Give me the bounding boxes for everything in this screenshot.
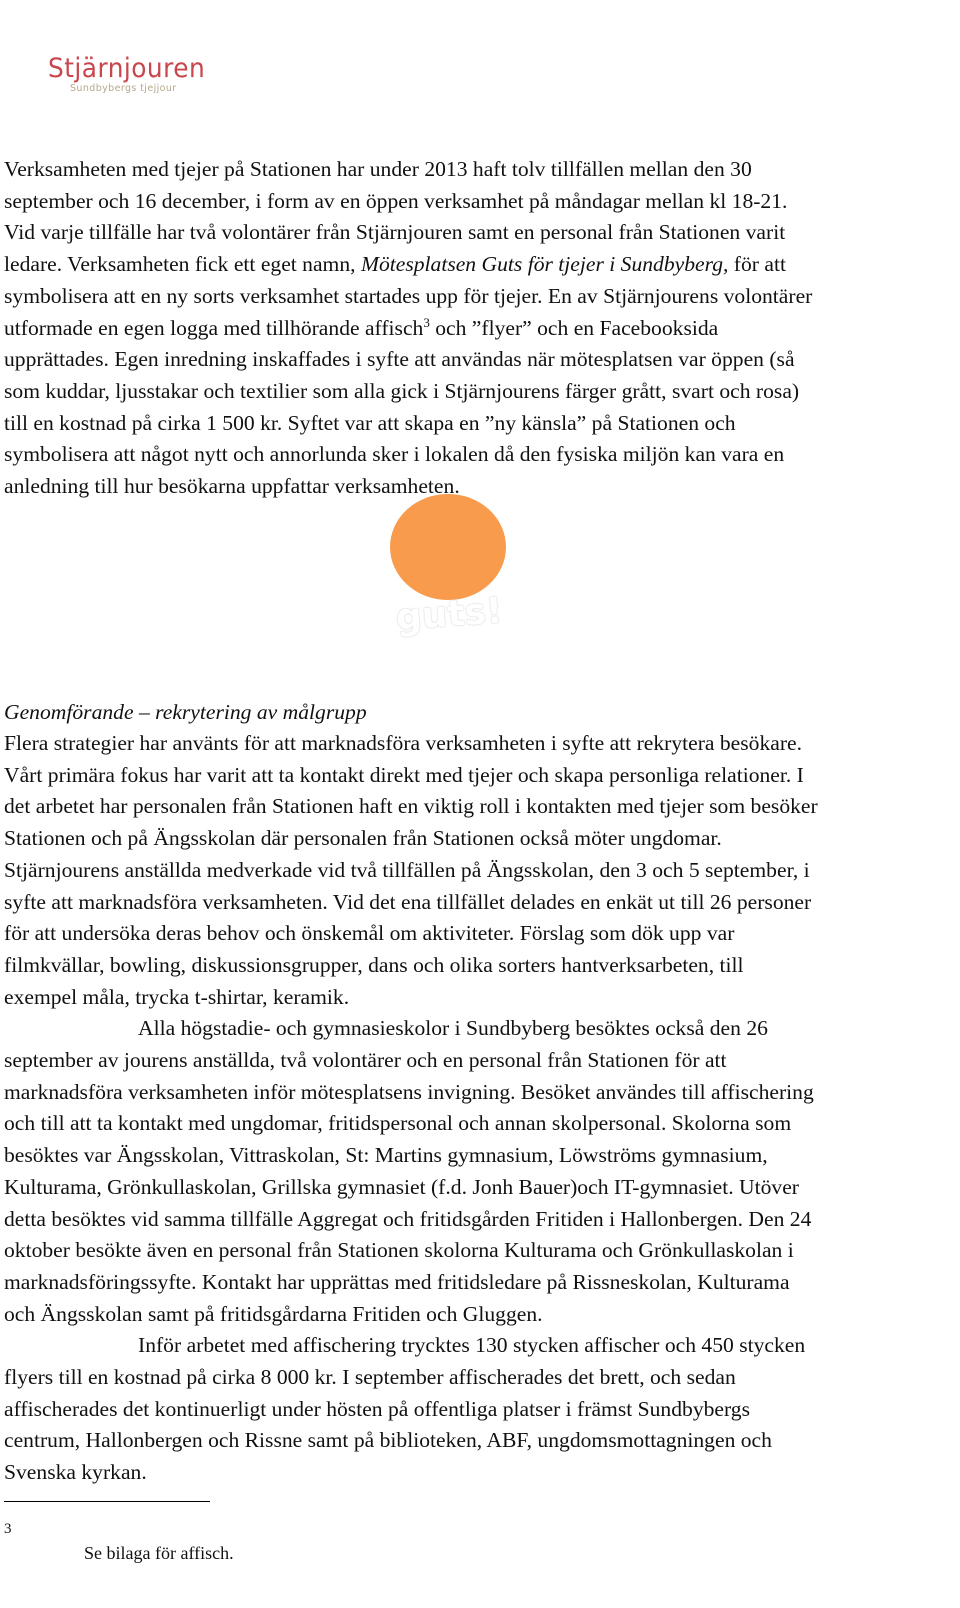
intro-paragraph [4,154,954,503]
body-line: Stjärnjourens anställda medverkade vid två tillfällen på Ängsskolan, den 3 och 5 september, i [4,857,810,882]
footnote-number: 3 [4,1521,12,1537]
body-line: för att undersöka deras behov och önskemål om aktiviteter. Förslag som dök upp var [4,921,735,946]
body-line: exempel måla, trycka t-shirtar, keramik. [4,984,350,1009]
body-line: Vårt primära fokus har varit att ta kontakt direkt med tjejer och skapa personliga relationer. I [4,762,804,787]
footnote-reference[interactable]: 3 [423,314,430,330]
intro-line: Verksamheten med tjejer på Stationen har under 2013 haft tolv tillfällen mellan den 30 [4,157,752,181]
intro-line: till en kostnad på cirka 1 500 kr. Syftet var att skapa en ”ny känsla” på Stationen och [4,410,736,435]
intro-line: symbolisera att något nytt och annorlunda sker i lokalen då den fysiska miljön kan vara en [4,442,785,467]
stjarnjouren-logo [48,54,248,100]
intro-text: ledare. Verksamheten fick ett eget namn, [4,252,361,277]
footnote-divider [4,1501,210,1502]
intro-line: upprättades. Egen inredning inskaffades i syfte att användas när mötesplatsen var öppen (så [4,347,795,372]
recruitment-body [4,728,954,1489]
guts-wordmark: guts! [394,590,504,639]
orange-circle [390,494,506,600]
body-line: och Ängsskolan samt på fritidsgårdarna Fritiden och Gluggen. [4,1301,543,1326]
intro-line: september och 16 december, i form av en öppen verksamhet på måndagar mellan kl 18-21. [4,188,788,213]
intro-text: utformade en egen logga med tillhörande affisch [4,315,424,340]
intro-text: för att [728,252,786,277]
body-line: och till att ta kontakt med ungdomar, fritidspersonal och annan skolpersonal. Skolorna som [4,1111,792,1136]
body-line: september av jourens anställda, två volontärer och en personal från Stationen för att [4,1048,727,1073]
intro-line: som kuddar, ljusstakar och textilier som alla gick i Stjärnjourens färger grått, svart och rosa) [4,378,800,403]
body-line: detta besöktes vid samma tillfälle Aggregat och fritidsgården Fritiden i Hallonbergen. Den 24 [4,1206,812,1231]
logo-wordmark: Stjärnjouren [48,53,206,84]
body-line: marknadsföra verksamheten inför mötesplatsens invigning. Besöket användes till affischering [4,1079,814,1104]
body-line: centrum, Hallonbergen och Rissne samt på biblioteken, ABF, ungdomsmottagningen och [4,1428,772,1453]
body-line: Stationen och på Ängsskolan där personalen från Stationen också möter ungdomar. [4,826,722,851]
guts-logo [390,494,530,664]
intro-line: symbolisera att en ny sorts verksamhet startades upp för tjejer. En av Stjärnjourens volontärer [4,283,813,308]
body-line: oktober besökte även en personal från Stationen skolorna Kulturama och Grönkullaskolan i [4,1238,794,1263]
body-line: Inför arbetet med affischering trycktes 130 stycken affischer och 450 stycken [138,1333,806,1358]
body-line: besöktes var Ängsskolan, Vittraskolan, St: Martins gymnasium, Löwströms gymnasium, [4,1143,768,1168]
body-line: flyers till en kostnad på cirka 8 000 kr. I september affischerades det brett, och sedan [4,1365,736,1390]
body-line: marknadsföringssyfte. Kontakt har upprättas med fritidsledare på Rissneskolan, Kulturama [4,1269,790,1294]
body-line: syfte att marknadsföra verksamheten. Vid det ena tillfället delades en enkät ut till 26 personer [4,889,812,914]
intro-line [4,313,954,345]
section-heading: Genomförande – rekrytering av målgrupp [4,700,367,724]
intro-line [4,249,954,281]
body-line: filmkvällar, bowling, diskussionsgrupper, dans och olika sorters hantverksarbeten, till [4,952,744,977]
body-line: Flera strategier har använts för att marknadsföra verksamheten i syfte att rekrytera besökare. [4,731,803,755]
body-line: Alla högstadie- och gymnasieskolor i Sundbyberg besöktes också den 26 [138,1016,768,1041]
body-line: det arbetet har personalen från Stationen haft en viktig roll i kontakten med tjejer som besöker [4,794,818,819]
body-line: affischerades det kontinuerligt under hösten på offentliga platser i främst Sundbybergs [4,1396,750,1421]
meetingplace-name: Mötesplatsen Guts för tjejer i Sundbyberg, [360,252,729,277]
body-line: Svenska kyrkan. [4,1460,147,1485]
logo-tagline: Sundbybergs tjejjour [70,83,177,94]
intro-text: och ”flyer” och en Facebooksida [429,315,719,340]
intro-line: anledning till hur besökarna uppfattar verksamheten. [4,474,460,499]
footnote-text: Se bilaga för affisch. [84,1543,234,1563]
intro-line: Vid varje tillfälle har två volontärer från Stjärnjouren samt en personal från Stationen varit [4,220,786,245]
body-line: Kulturama, Grönkullaskolan, Grillska gymnasiet (f.d. Jonh Bauer)och IT-gymnasiet. Utöver [4,1174,799,1199]
